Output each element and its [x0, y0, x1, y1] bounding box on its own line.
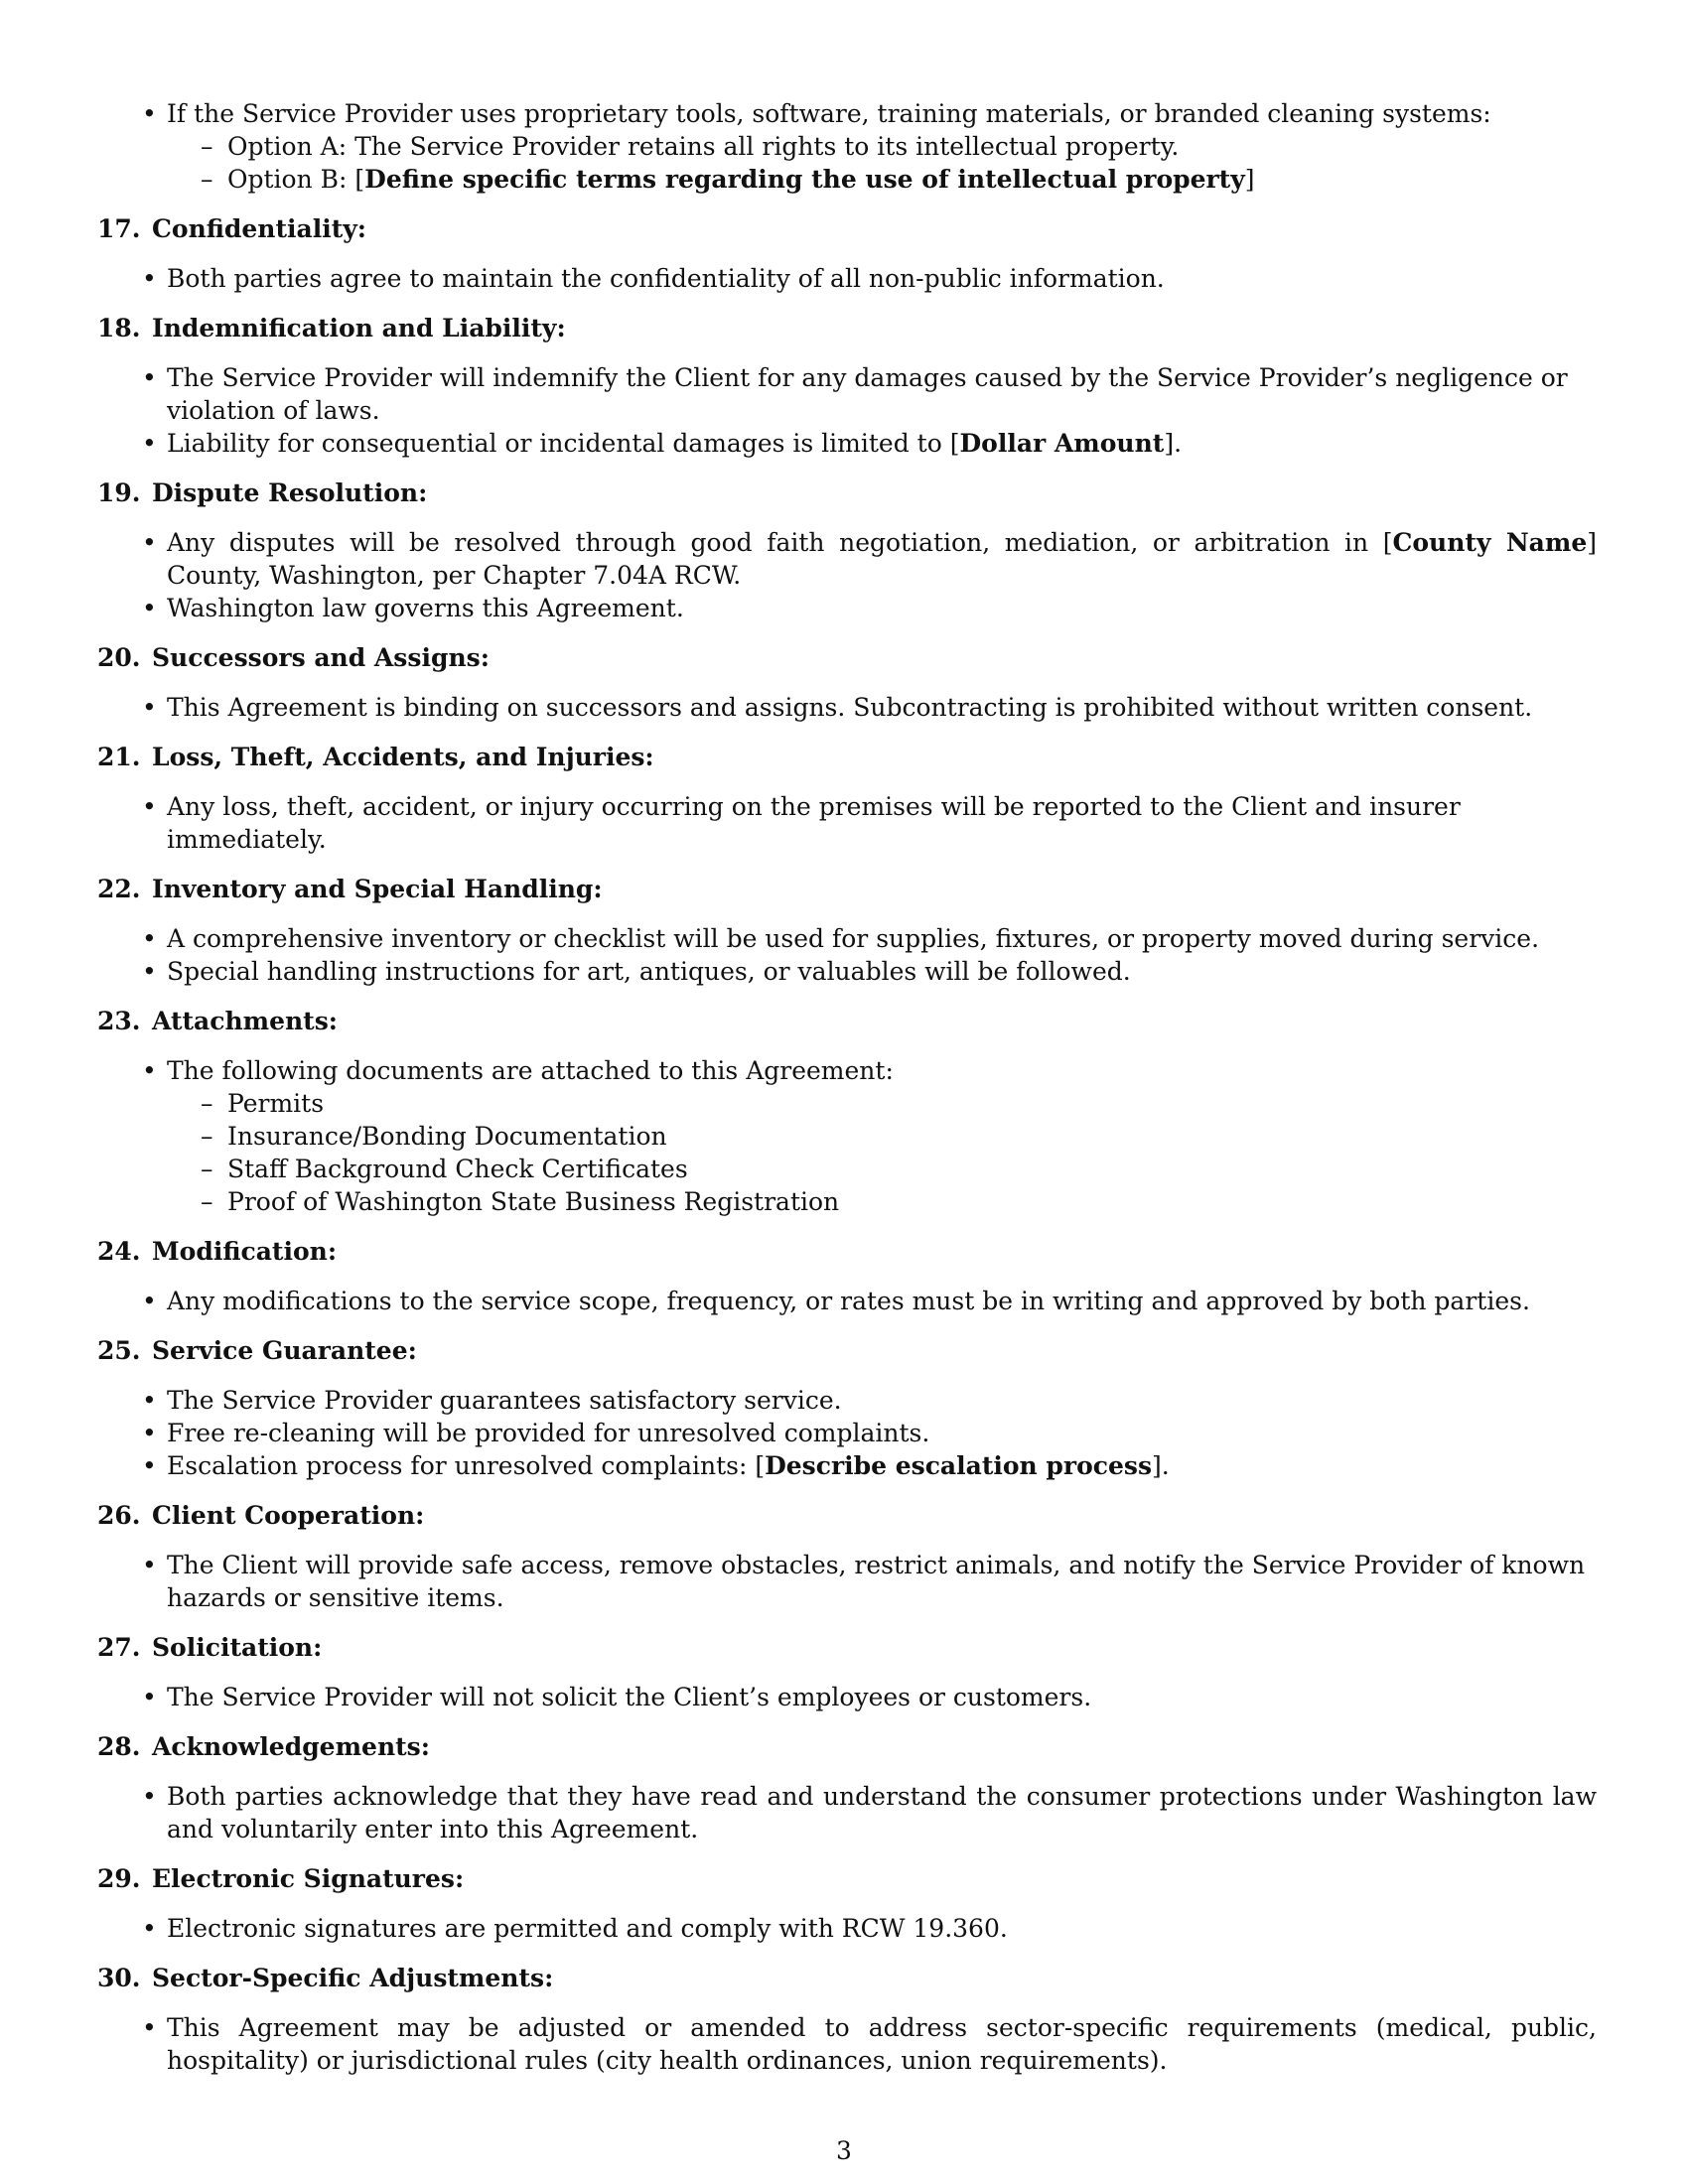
section-28 [97, 1730, 1597, 1845]
page-number: 3 [836, 2136, 852, 2165]
section-22 [97, 873, 1597, 988]
section-17 [97, 212, 1597, 295]
list-item: • Special handling instructions for art, antiques, or valuables will be followed. [167, 955, 1597, 988]
attachments-list [227, 1087, 1597, 1218]
section-heading: 29. Electronic Signatures: [97, 1864, 465, 1893]
section-23 [97, 1005, 1597, 1218]
section-21 [97, 741, 1597, 856]
attachment-item: – Permits [227, 1087, 1597, 1120]
options-list [227, 130, 1597, 196]
section-heading: 27. Solicitation: [97, 1633, 323, 1662]
section-heading: 22. Inventory and Special Handling: [97, 875, 603, 903]
attachment-item: – Proof of Washington State Business Registration [227, 1185, 1597, 1218]
option-a: – Option A: The Service Provider retains all rights to its intellectual property. [227, 130, 1597, 163]
attachment-item: – Staff Background Check Certificates [227, 1153, 1597, 1185]
section-heading: 17. Confidentiality: [97, 214, 367, 243]
list-item: • Washington law governs this Agreement. [167, 592, 1597, 624]
list-item: • Electronic signatures are permitted and comply with RCW 19.360. [167, 1912, 1597, 1945]
attachment-item: – Insurance/Bonding Documentation [227, 1120, 1597, 1153]
section-heading: 18. Indemnification and Liability: [97, 314, 566, 342]
section-heading: 23. Attachments: [97, 1007, 339, 1035]
document-page [97, 97, 1597, 2077]
list-item: • This Agreement is binding on successors and assigns. Subcontracting is prohibited without written consent. [167, 691, 1597, 724]
list-item: • Escalation process for unresolved complaints: [Describe escalation process]. [167, 1449, 1597, 1482]
section-heading: 20. Successors and Assigns: [97, 643, 490, 672]
section-20 [97, 641, 1597, 724]
list-item: • Any loss, theft, accident, or injury occurring on the premises will be reported to the Client and insurer immediately. [167, 790, 1597, 856]
section-19 [97, 477, 1597, 624]
list-item [167, 97, 1597, 196]
list-item: • This Agreement may be adjusted or amended to address sector-specific requirements (medical, public, hospitality) or jurisdictional rules (city health ordinances, union requirements). [167, 2011, 1597, 2077]
section-heading: 25. Service Guarantee: [97, 1336, 417, 1365]
intro-list [167, 97, 1597, 196]
section-heading: 26. Client Cooperation: [97, 1501, 425, 1530]
section-30 [97, 1962, 1597, 2077]
section-heading: 24. Modification: [97, 1237, 338, 1266]
list-item: • A comprehensive inventory or checklist will be used for supplies, fixtures, or property moved during service. [167, 922, 1597, 955]
section-heading: 19. Dispute Resolution: [97, 478, 428, 507]
list-item: • Free re-cleaning will be provided for unresolved complaints. [167, 1417, 1597, 1449]
list-item: • Both parties agree to maintain the confidentiality of all non-public information. [167, 262, 1597, 295]
list-item: • The Client will provide safe access, remove obstacles, restrict animals, and notify the Service Provider of known hazards or sensitive items. [167, 1549, 1597, 1614]
list-item: • The Service Provider will indemnify the Client for any damages caused by the Service Provider’s negligence or violation of laws. [167, 361, 1597, 427]
list-item: • The Service Provider will not solicit the Client’s employees or customers. [167, 1681, 1597, 1713]
section-24 [97, 1235, 1597, 1317]
list-item: • Liability for consequential or incidental damages is limited to [Dollar Amount]. [167, 427, 1597, 460]
list-item: • The Service Provider guarantees satisfactory service. [167, 1384, 1597, 1417]
section-29 [97, 1862, 1597, 1945]
section-heading: 21. Loss, Theft, Accidents, and Injuries: [97, 743, 654, 771]
section-18 [97, 312, 1597, 460]
list-item: • Any disputes will be resolved through good faith negotiation, mediation, or arbitration in [County Name] County, Washington, per Chapter 7.04A RCW. [167, 526, 1597, 592]
section-26 [97, 1499, 1597, 1614]
section-27 [97, 1631, 1597, 1713]
section-25 [97, 1334, 1597, 1482]
list-item: • Both parties acknowledge that they have read and understand the consumer protections under Washington law and voluntarily enter into this Agreement. [167, 1780, 1597, 1845]
bullet-text: If the Service Provider uses proprietary tools, software, training materials, or branded cleaning systems: [167, 99, 1491, 128]
section-heading: 30. Sector-Specific Adjustments: [97, 1964, 554, 1992]
list-item: • Any modifications to the service scope, frequency, or rates must be in writing and approved by both parties. [167, 1285, 1597, 1317]
list-item: • The following documents are attached to this Agreement: – Permits – Insurance/Bonding Documentation – Staff Background Check Certificates – Proof of Washington State Business Registration [167, 1054, 1597, 1218]
section-heading: 28. Acknowledgements: [97, 1732, 430, 1761]
option-b: – Option B: [Define specific terms regarding the use of intellectual property] [227, 163, 1597, 196]
